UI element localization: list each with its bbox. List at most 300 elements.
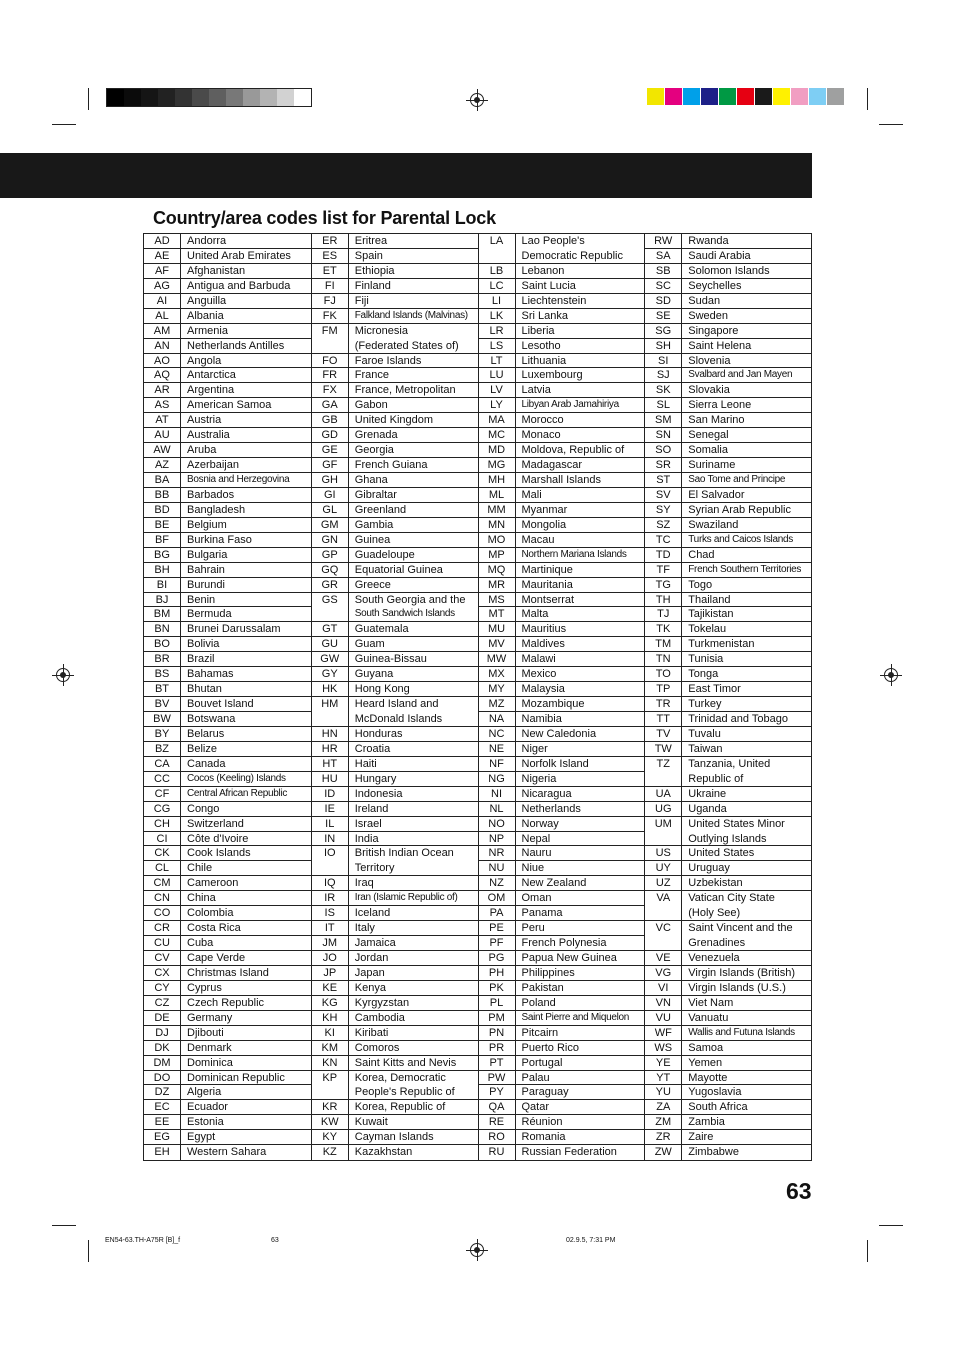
- country-code: GE: [321, 444, 338, 457]
- country-name: South Africa: [688, 1101, 748, 1114]
- table-row: [479, 473, 645, 488]
- country-name: Korea, Democratic: [354, 1071, 446, 1084]
- country-code: TW: [654, 742, 672, 755]
- country-code: GU: [321, 638, 338, 651]
- table-row: [144, 324, 311, 339]
- country-code: GS: [321, 593, 338, 606]
- country-code: MC: [487, 429, 506, 442]
- country-code: ZA: [656, 1101, 671, 1114]
- table-row: [479, 966, 645, 981]
- crop-mark: [867, 1240, 868, 1262]
- country-code: GW: [320, 653, 340, 666]
- crop-mark: [88, 88, 89, 110]
- country-name: Bangladesh: [187, 503, 246, 516]
- country-name: Wallis and Futuna Islands: [688, 1026, 795, 1038]
- country-code: TK: [656, 623, 671, 636]
- table-row: [479, 1145, 645, 1160]
- country-name: Macau: [521, 533, 555, 546]
- country-code: HR: [321, 742, 338, 755]
- country-name: Argentina: [187, 384, 235, 397]
- table-row: [479, 727, 645, 742]
- country-code: CO: [153, 907, 171, 920]
- table-row: [479, 428, 645, 443]
- table-row: [645, 682, 811, 697]
- country-code: PW: [487, 1071, 506, 1084]
- country-name: Sao Tome and Principe: [688, 474, 786, 485]
- country-code: FK: [322, 309, 337, 322]
- country-name: Yugoslavia: [688, 1086, 742, 1099]
- table-row: [312, 518, 478, 533]
- country-name: Denmark: [187, 1041, 232, 1054]
- table-row: [144, 294, 311, 309]
- country-code: IS: [324, 907, 335, 920]
- country-code: WF: [654, 1026, 672, 1039]
- country-code: NA: [488, 713, 505, 725]
- country-code: MR: [487, 578, 506, 591]
- country-name: Chad: [688, 548, 715, 561]
- country-name: Republic of: [688, 772, 744, 785]
- country-name: Nicaragua: [521, 787, 572, 800]
- country-name: French Polynesia: [521, 937, 607, 950]
- table-row: [312, 1085, 478, 1100]
- table-row: [645, 876, 811, 891]
- country-name: Mauritania: [521, 578, 573, 591]
- table-row: [312, 354, 478, 369]
- country-code: NE: [488, 742, 505, 755]
- table-column: [478, 234, 645, 1160]
- country-code: TP: [656, 683, 671, 696]
- country-code: KE: [322, 981, 338, 994]
- country-name: Saint Pierre and Miquelon: [521, 1011, 630, 1023]
- table-row: [312, 1115, 478, 1130]
- country-name: Tanzania, United: [688, 757, 771, 770]
- country-name: Guatemala: [354, 623, 409, 636]
- country-name: Nigeria: [521, 772, 557, 785]
- country-name: Trinidad and Tobago: [688, 713, 788, 725]
- table-row: [479, 354, 645, 369]
- country-name: Slovenia: [688, 354, 731, 367]
- country-name: Antarctica: [187, 369, 236, 382]
- table-row: [312, 1056, 478, 1071]
- table-row: [312, 294, 478, 309]
- color-swatch: [141, 89, 158, 106]
- registration-mark-icon: [56, 668, 70, 682]
- country-code: AE: [154, 249, 170, 262]
- country-name: Uganda: [688, 802, 727, 815]
- table-row: [479, 996, 645, 1011]
- country-code: MU: [487, 623, 506, 636]
- table-row: [312, 787, 478, 802]
- table-row: [479, 234, 645, 249]
- country-name: Slovakia: [688, 384, 730, 397]
- table-row: [479, 1100, 645, 1115]
- country-name: Netherlands Antilles: [187, 339, 285, 352]
- table-row: [144, 383, 311, 398]
- country-code: KI: [324, 1026, 335, 1039]
- color-swatch: [773, 88, 790, 105]
- country-name: Outlying Islands: [688, 832, 767, 845]
- table-row: [645, 727, 811, 742]
- country-name: Cocos (Keeling) Islands: [187, 772, 286, 784]
- table-row: [144, 846, 311, 861]
- country-name: French Southern Territories: [688, 563, 802, 575]
- country-code: CV: [154, 952, 170, 964]
- country-code: BW: [153, 713, 171, 725]
- country-name: Myanmar: [521, 503, 568, 516]
- country-name: Western Sahara: [187, 1146, 267, 1159]
- country-code: JM: [322, 937, 338, 950]
- country-code: FM: [321, 324, 338, 337]
- table-row: [645, 712, 811, 727]
- color-swatch: [701, 88, 718, 105]
- country-name: South Georgia and the: [354, 593, 466, 606]
- country-code: MM: [487, 503, 506, 516]
- table-row: [645, 1085, 811, 1100]
- table-row: [312, 742, 478, 757]
- country-name: China: [187, 892, 216, 905]
- country-name: Bouvet Island: [187, 698, 254, 711]
- table-row: [312, 503, 478, 518]
- table-row: [312, 234, 478, 249]
- country-name: Portugal: [521, 1056, 563, 1069]
- table-row: [312, 488, 478, 503]
- table-row: [312, 921, 478, 936]
- country-name: Qatar: [521, 1101, 550, 1114]
- table-row: [645, 846, 811, 861]
- country-name: Monaco: [521, 429, 561, 442]
- country-name: Burkina Faso: [187, 533, 252, 546]
- country-name: Honduras: [354, 727, 403, 740]
- table-row: [312, 413, 478, 428]
- country-code: BZ: [154, 742, 170, 755]
- country-name: Saint Vincent and the: [688, 922, 793, 935]
- table-row: [312, 473, 478, 488]
- country-name: Zaire: [688, 1131, 714, 1144]
- country-name: Ukraine: [688, 787, 727, 800]
- table-row: [144, 428, 311, 443]
- country-code: PG: [488, 952, 505, 964]
- color-swatch: [158, 89, 175, 106]
- country-code: [312, 861, 348, 875]
- country-code: BR: [154, 653, 170, 666]
- table-row: [479, 622, 645, 637]
- country-code: RW: [654, 235, 673, 247]
- country-code: GN: [321, 533, 338, 546]
- country-code: BE: [154, 518, 170, 531]
- country-code: SZ: [656, 518, 671, 531]
- country-code: [312, 1085, 348, 1099]
- country-code: FO: [322, 354, 338, 367]
- country-code: PR: [488, 1041, 505, 1054]
- country-code: ES: [322, 249, 338, 262]
- table-row: [144, 443, 311, 458]
- country-code: AI: [156, 294, 168, 307]
- country-name: Switzerland: [187, 817, 244, 830]
- country-code: HK: [322, 683, 338, 696]
- country-code: PT: [489, 1056, 504, 1069]
- country-name: Solomon Islands: [688, 264, 770, 277]
- country-code: SI: [658, 354, 669, 367]
- country-code: LA: [489, 235, 504, 247]
- table-row: [645, 697, 811, 712]
- country-code: GI: [323, 488, 336, 501]
- country-code: KY: [322, 1131, 338, 1144]
- country-code: IL: [325, 817, 335, 830]
- country-code: NR: [488, 847, 505, 860]
- table-row: [144, 772, 311, 787]
- crop-mark: [52, 124, 76, 125]
- country-name: Uzbekistan: [688, 877, 743, 890]
- country-code: LC: [489, 279, 504, 292]
- country-name: Mozambique: [521, 698, 585, 711]
- table-row: [645, 757, 811, 772]
- country-name: Sierra Leone: [688, 399, 752, 412]
- country-code: [645, 832, 681, 846]
- table-row: [479, 1115, 645, 1130]
- country-code: TO: [655, 668, 671, 681]
- country-code: BM: [153, 608, 171, 621]
- table-row: [144, 1145, 311, 1160]
- table-row: [144, 413, 311, 428]
- country-code: KZ: [322, 1146, 337, 1159]
- country-name: Hungary: [354, 772, 397, 785]
- table-row: [312, 682, 478, 697]
- country-code: LS: [489, 339, 504, 352]
- color-swatch: [124, 89, 141, 106]
- table-row: [479, 1041, 645, 1056]
- table-row: [479, 682, 645, 697]
- country-name: Georgia: [354, 444, 394, 457]
- table-row: [312, 368, 478, 383]
- country-name: Benin: [187, 593, 216, 606]
- table-row: [645, 1145, 811, 1160]
- country-name: Belarus: [187, 727, 225, 740]
- table-row: [144, 368, 311, 383]
- country-code: DJ: [155, 1026, 169, 1039]
- country-code: GH: [321, 474, 338, 486]
- country-code: BV: [154, 698, 170, 711]
- table-row: [479, 578, 645, 593]
- country-name: United States Minor: [688, 817, 785, 830]
- country-code: FJ: [323, 294, 336, 307]
- country-name: Bhutan: [187, 683, 222, 696]
- color-swatch: [791, 88, 808, 105]
- table-row: [312, 279, 478, 294]
- country-name: Azerbaijan: [187, 459, 239, 472]
- country-name: French Guiana: [354, 459, 428, 472]
- country-code: MP: [488, 548, 505, 561]
- country-name: Iceland: [354, 907, 391, 920]
- country-code: SL: [656, 399, 670, 412]
- page-title: Country/area codes list for Parental Lock: [153, 208, 496, 228]
- table-row: [645, 1026, 811, 1041]
- country-code: AZ: [154, 459, 170, 472]
- country-name: Vatican City State: [688, 892, 775, 905]
- table-row: [645, 891, 811, 906]
- table-row: [144, 309, 311, 324]
- country-name: Lesotho: [521, 339, 561, 352]
- country-code: BT: [154, 683, 170, 696]
- country-name: People's Republic of: [354, 1086, 455, 1099]
- table-row: [645, 652, 811, 667]
- country-name: Israel: [354, 817, 382, 830]
- table-row: [144, 607, 311, 622]
- table-row: [479, 443, 645, 458]
- table-row: [645, 473, 811, 488]
- country-code: NI: [491, 787, 502, 800]
- country-name: Bermuda: [187, 608, 232, 621]
- country-code: YE: [655, 1056, 671, 1069]
- country-name: Estonia: [187, 1116, 224, 1129]
- table-row: [144, 996, 311, 1011]
- table-row: [645, 667, 811, 682]
- table-row: [312, 1071, 478, 1086]
- country-code: EC: [154, 1101, 170, 1114]
- country-code: PE: [489, 922, 504, 935]
- country-name: Guam: [354, 638, 385, 651]
- country-code: CN: [154, 892, 170, 905]
- country-code: VN: [655, 996, 671, 1009]
- table-row: [645, 832, 811, 847]
- table-row: [479, 518, 645, 533]
- country-code: MZ: [488, 698, 505, 711]
- country-code: SB: [655, 264, 671, 277]
- table-row: [312, 249, 478, 264]
- country-code: SR: [655, 459, 671, 472]
- table-row: [312, 802, 478, 817]
- country-code: BI: [156, 578, 168, 591]
- table-row: [645, 906, 811, 921]
- table-row: [144, 563, 311, 578]
- country-name: Lithuania: [521, 354, 567, 367]
- country-code: UZ: [655, 877, 671, 890]
- table-column: [144, 234, 311, 1160]
- country-name: Greece: [354, 578, 391, 591]
- country-code: TF: [656, 563, 670, 576]
- country-name: Belgium: [187, 518, 227, 531]
- country-code: BA: [154, 474, 170, 486]
- table-row: [479, 637, 645, 652]
- country-code: JP: [323, 966, 337, 979]
- country-name: Cyprus: [187, 981, 222, 994]
- country-name: Svalbard and Jan Mayen: [688, 369, 793, 381]
- country-name: Marshall Islands: [521, 474, 601, 486]
- country-name: Hong Kong: [354, 683, 410, 696]
- country-code: [479, 249, 515, 263]
- table-row: [312, 832, 478, 847]
- country-code: LB: [489, 264, 504, 277]
- country-name: Brunei Darussalam: [187, 623, 281, 636]
- table-row: [144, 1041, 311, 1056]
- country-code: VA: [656, 892, 671, 905]
- country-name: Mali: [521, 488, 542, 501]
- table-row: [645, 234, 811, 249]
- table-row: [144, 578, 311, 593]
- table-row: [645, 383, 811, 398]
- country-name: Djibouti: [187, 1026, 224, 1039]
- country-name: Swaziland: [688, 518, 739, 531]
- country-name: Czech Republic: [187, 996, 265, 1009]
- country-name: Eritrea: [354, 235, 388, 247]
- country-name: United Arab Emirates: [187, 249, 291, 262]
- country-code: TZ: [656, 757, 670, 770]
- table-row: [144, 593, 311, 608]
- country-code: ET: [322, 264, 337, 277]
- country-name: Malawi: [521, 653, 556, 666]
- color-swatch: [226, 89, 243, 106]
- table-row: [312, 891, 478, 906]
- country-name: Turks and Caicos Islands: [688, 533, 793, 545]
- crop-mark: [879, 1225, 903, 1226]
- country-name: Croatia: [354, 742, 391, 755]
- table-row: [479, 891, 645, 906]
- country-name: Réunion: [521, 1116, 563, 1129]
- table-row: [144, 473, 311, 488]
- table-row: [479, 249, 645, 264]
- table-row: [312, 548, 478, 563]
- color-swatch: [665, 88, 682, 105]
- header-band: [0, 153, 812, 198]
- country-code: [312, 339, 348, 353]
- table-row: [479, 607, 645, 622]
- country-code: IE: [324, 802, 335, 815]
- country-name: Costa Rica: [187, 922, 241, 935]
- table-row: [144, 802, 311, 817]
- country-name: Senegal: [688, 429, 729, 442]
- table-column: [644, 234, 811, 1160]
- table-row: [312, 264, 478, 279]
- country-name: Mexico: [521, 668, 557, 681]
- table-row: [645, 981, 811, 996]
- country-code: [645, 772, 681, 786]
- table-row: [479, 817, 645, 832]
- country-name: France, Metropolitan: [354, 384, 456, 397]
- country-name: Italy: [354, 922, 375, 935]
- country-code: NF: [489, 757, 504, 770]
- table-row: [144, 981, 311, 996]
- table-row: [479, 742, 645, 757]
- table-row: [479, 832, 645, 847]
- table-row: [645, 249, 811, 264]
- country-code: ER: [322, 235, 338, 247]
- country-name: Korea, Republic of: [354, 1101, 446, 1114]
- country-code: GA: [321, 399, 338, 412]
- table-row: [645, 607, 811, 622]
- country-code: [645, 936, 681, 950]
- country-name: Brazil: [187, 653, 215, 666]
- country-code: EH: [154, 1146, 170, 1159]
- country-code: KN: [322, 1056, 338, 1069]
- country-name: Greenland: [354, 503, 407, 516]
- country-name: Zambia: [688, 1116, 725, 1129]
- country-code: DE: [154, 1011, 170, 1024]
- country-name: Canada: [187, 757, 226, 770]
- country-code: PF: [489, 937, 504, 950]
- country-code: HT: [322, 757, 338, 770]
- table-row: [144, 682, 311, 697]
- country-name: Gibraltar: [354, 488, 397, 501]
- country-name: Togo: [688, 578, 713, 591]
- table-row: [144, 354, 311, 369]
- table-row: [479, 802, 645, 817]
- table-row: [645, 861, 811, 876]
- table-row: [144, 951, 311, 966]
- country-code: SH: [655, 339, 671, 352]
- country-name: Burundi: [187, 578, 225, 591]
- country-name: New Caledonia: [521, 727, 597, 740]
- country-code: CM: [153, 877, 171, 890]
- country-name: Kiribati: [354, 1026, 389, 1039]
